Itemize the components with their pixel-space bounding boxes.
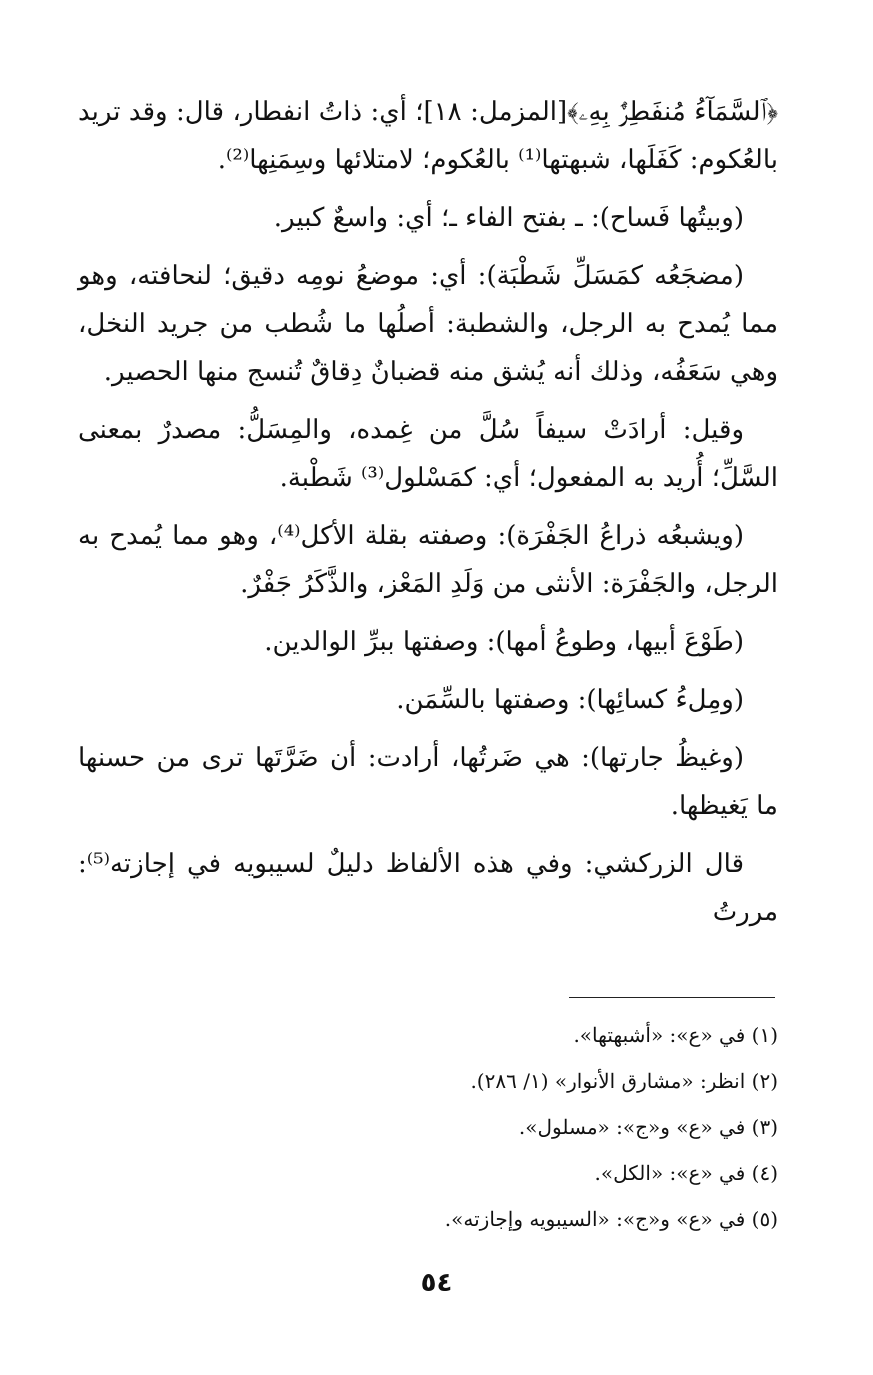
footnotes xyxy=(78,1012,778,1242)
paragraph-quran-verse: ﴿ٱلسَّمَآءُ مُنفَطِرٌۢ بِهِۦ﴾[المزمل: ١٨]؛ أي: ذاتُ انفطار، قال: وقد تريد بالعُكوم: كَفَلَها، شبهتها⁽¹⁾ بالعُكوم؛ لامتلائها وسِمَنِها⁽²⁾. xyxy=(78,97,778,175)
paragraph-garment: (ومِلءُ كسائِها): وصفتها بالسِّمَن. xyxy=(396,685,744,715)
footnote-1: (١) في «ع»: «أشبهتها». xyxy=(573,1023,778,1047)
footnote-2: (٢) انظر: «مشارق الأنوار» (١/ ٢٨٦). xyxy=(470,1069,778,1093)
paragraph-bed: (مضجَعُه كمَسَلِّ شَطْبَة): أي: موضعُ نومِه دقيق؛ لنحافته، وهو مما يُمدح به الرجل، والشطبة: أصلُها ما شُطب من جريد النخل، وهي سَعَفُه، وذلك أنه يُشق منه قضبانٌ دِقاقٌ تُنسج منها الحصير. xyxy=(78,261,778,387)
paragraph-neighbor: (وغيظُ جارتها): هي ضَرتُها، أرادت: أن ضَرَّتَها ترى من حسنها ما يَغيظها. xyxy=(78,743,778,821)
paragraph-house: (وبيتُها فَساح): ـ بفتح الفاء ـ؛ أي: واسعٌ كبير. xyxy=(273,203,744,233)
footnote-separator xyxy=(569,997,775,998)
footnote-3: (٣) في «ع» و«ج»: «مسلول». xyxy=(518,1115,778,1139)
paragraph-sword: وقيل: أرادَتْ سيفاً سُلَّ من غِمده، والمِسَلُّ: مصدرٌ بمعنى السَّلِّ؛ أُريد به المفعول؛ أي: كمَسْلول⁽³⁾ شَطْبة. xyxy=(78,415,778,493)
page-number: ٥٤ xyxy=(420,1268,453,1298)
footnote-4: (٤) في «ع»: «الكل». xyxy=(594,1161,778,1185)
paragraph-zarkashi: قال الزركشي: وفي هذه الألفاظ دليلٌ لسيبويه في إجازته⁽⁵⁾: مررتُ xyxy=(78,849,778,927)
paragraph-obedience: (طَوْعَ أبيها، وطوعُ أمها): وصفتها ببرِّ الوالدين. xyxy=(264,627,744,657)
paragraph-goat: (ويشبعُه ذراعُ الجَفْرَة): وصفته بقلة الأكل⁽⁴⁾، وهو مما يُمدح به الرجل، والجَفْرَة: الأنثى من وَلَدِ المَعْز، والذَّكَرُ جَفْرٌ. xyxy=(78,521,778,599)
footnote-5: (٥) في «ع» و«ج»: «السيبويه وإجازته». xyxy=(444,1207,778,1231)
main-text xyxy=(78,88,778,946)
